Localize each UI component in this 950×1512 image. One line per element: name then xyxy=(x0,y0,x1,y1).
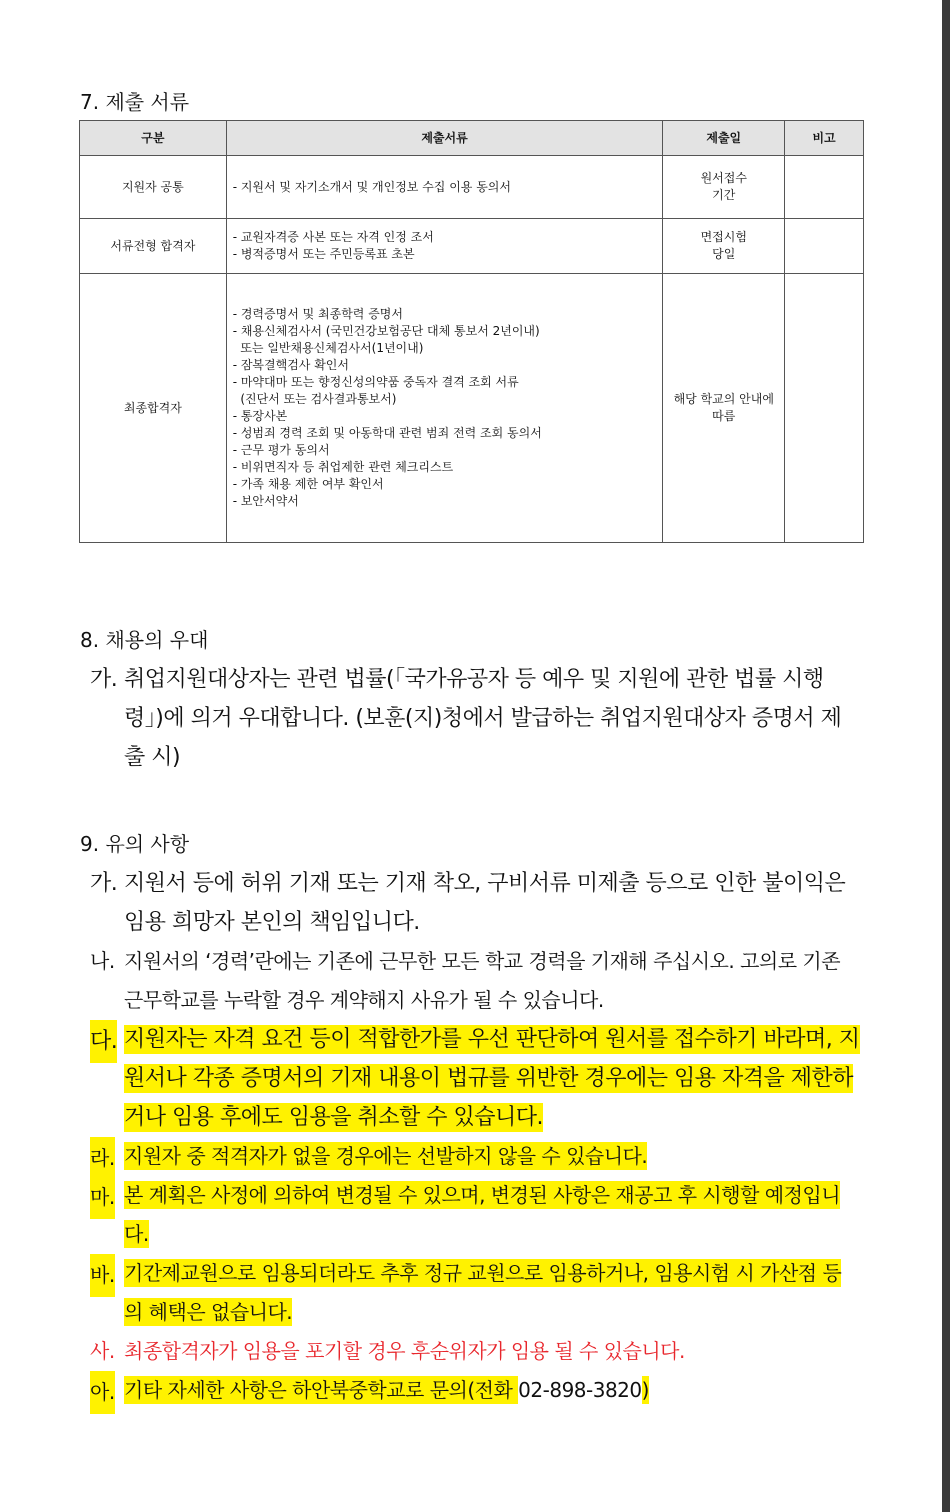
row-category: 지원자 공통 xyxy=(80,156,227,219)
item-marker: 나. xyxy=(90,949,115,973)
table-header-row xyxy=(80,121,864,156)
table-row xyxy=(80,156,864,219)
section-8-title: 8. 채용의 우대 xyxy=(80,628,209,652)
document-line: - 잠복결핵검사 확인서 xyxy=(232,358,349,372)
list-item xyxy=(90,864,860,942)
document-line: - 경력증명서 및 최종학력 증명서 xyxy=(232,307,403,321)
list-item xyxy=(90,660,860,777)
document-line: - 비위면직자 등 취업제한 관련 체크리스트 xyxy=(232,460,454,474)
document-line: - 채용신체검사서 (국민건강보험공단 대체 통보서 2년이내) xyxy=(232,324,540,338)
row-date xyxy=(663,156,785,219)
date-line: 면접시험 xyxy=(700,230,747,244)
list-item-highlighted xyxy=(90,1137,860,1176)
section-8-list xyxy=(90,660,860,777)
row-category: 최종합격자 xyxy=(80,274,227,543)
list-item-red xyxy=(90,1332,860,1371)
item-marker: 사. xyxy=(90,1339,115,1363)
list-item-highlighted xyxy=(90,1371,860,1410)
item-text: 지원서 등에 허위 기재 또는 기재 착오, 구비서류 미제출 등으로 인한 불이익은 임용 희망자 본인의 책임입니다. xyxy=(124,871,846,935)
item-text-close: ) xyxy=(641,1378,649,1402)
row-documents xyxy=(226,274,663,543)
header-note: 비고 xyxy=(785,121,864,156)
section-7-title: 7. 제출 서류 xyxy=(80,90,190,114)
row-note xyxy=(785,156,864,219)
item-marker: 아. xyxy=(90,1371,115,1414)
date-line: 당일 xyxy=(712,247,736,261)
document-line: (진단서 또는 검사결과통보서) xyxy=(232,392,397,406)
date-line: 원서접수 xyxy=(700,171,747,185)
list-item-highlighted xyxy=(90,1176,860,1254)
item-marker: 라. xyxy=(90,1137,115,1180)
document-line: - 근무 평가 동의서 xyxy=(232,443,330,457)
item-text: 지원자는 자격 요건 등이 적합한가를 우선 판단하여 원서를 접수하기 바라며, 지원서나 각종 증명서의 기재 내용이 법규를 위반한 경우에는 임용 자격을 제한하거나 임용 후에도 임용을 취소할 수 있습니다. xyxy=(124,1027,860,1130)
list-item-highlighted xyxy=(90,1254,860,1332)
documents-table xyxy=(79,120,864,543)
document-line: - 가족 채용 제한 여부 확인서 xyxy=(232,477,384,491)
item-marker: 가. xyxy=(90,667,118,692)
document-line: - 병적증명서 또는 주민등록표 초본 xyxy=(232,247,415,261)
item-text: 기간제교원으로 임용되더라도 추후 정규 교원으로 임용하거나, 임용시험 시 가산점 등의 혜택은 없습니다. xyxy=(124,1261,842,1324)
item-text: 기타 자세한 사항은 하안북중학교로 문의(전화 xyxy=(124,1378,519,1402)
header-date: 제출일 xyxy=(663,121,785,156)
document-line: - 지원서 및 자기소개서 및 개인정보 수집 이용 동의서 xyxy=(232,179,511,194)
date-line: 따름 xyxy=(712,409,736,423)
item-marker: 바. xyxy=(90,1254,115,1297)
header-category: 구분 xyxy=(80,121,227,156)
date-line: 해당 학교의 안내에 xyxy=(673,392,774,406)
row-documents xyxy=(226,219,663,274)
item-marker: 마. xyxy=(90,1176,115,1219)
item-marker: 다. xyxy=(90,1020,117,1063)
header-documents: 제출서류 xyxy=(226,121,663,156)
document-line: - 성범죄 경력 조회 및 아동학대 관련 범죄 전력 조회 동의서 xyxy=(232,426,542,440)
item-text: 본 계획은 사정에 의하여 변경될 수 있으며, 변경된 사항은 재공고 후 시행할 예정입니다. xyxy=(124,1183,841,1246)
document-line: - 마약대마 또는 향정신성의약품 중독자 결격 조회 서류 xyxy=(232,375,519,389)
phone-number: 02-898-3820 xyxy=(518,1378,642,1402)
list-item xyxy=(90,942,860,1020)
document-line: 또는 일반채용신체검사서(1년이내) xyxy=(232,341,424,355)
scrollbar[interactable] xyxy=(942,0,950,1512)
row-note xyxy=(785,219,864,274)
row-category: 서류전형 합격자 xyxy=(80,219,227,274)
row-date xyxy=(663,274,785,543)
item-marker: 가. xyxy=(90,871,118,896)
document-line: - 보안서약서 xyxy=(232,494,299,508)
date-line: 기간 xyxy=(712,188,736,202)
item-text: 최종합격자가 임용을 포기할 경우 후순위자가 임용 될 수 있습니다. xyxy=(124,1339,685,1363)
document-line: - 통장사본 xyxy=(232,409,288,423)
row-date xyxy=(663,219,785,274)
table-row xyxy=(80,219,864,274)
section-9-title: 9. 유의 사항 xyxy=(80,832,190,856)
row-documents xyxy=(226,156,663,219)
row-note xyxy=(785,274,864,543)
item-text: 취업지원대상자는 관련 법률(「국가유공자 등 예우 및 지원에 관한 법률 시행령」)에 의거 우대합니다. (보훈(지)청에서 발급하는 취업지원대상자 증명서 제출 시) xyxy=(124,667,842,770)
list-item-highlighted xyxy=(90,1020,860,1137)
item-text: 지원서의 ‘경력’란에는 기존에 근무한 모든 학교 경력을 기재해 주십시오. 고의로 기존 근무학교를 누락할 경우 계약해지 사유가 될 수 있습니다. xyxy=(124,949,841,1012)
table-row xyxy=(80,274,864,543)
item-text: 지원자 중 적격자가 없을 경우에는 선발하지 않을 수 있습니다. xyxy=(124,1144,648,1168)
document-line: - 교원자격증 사본 또는 자격 인정 조서 xyxy=(232,230,434,244)
section-9-list xyxy=(90,864,860,1410)
